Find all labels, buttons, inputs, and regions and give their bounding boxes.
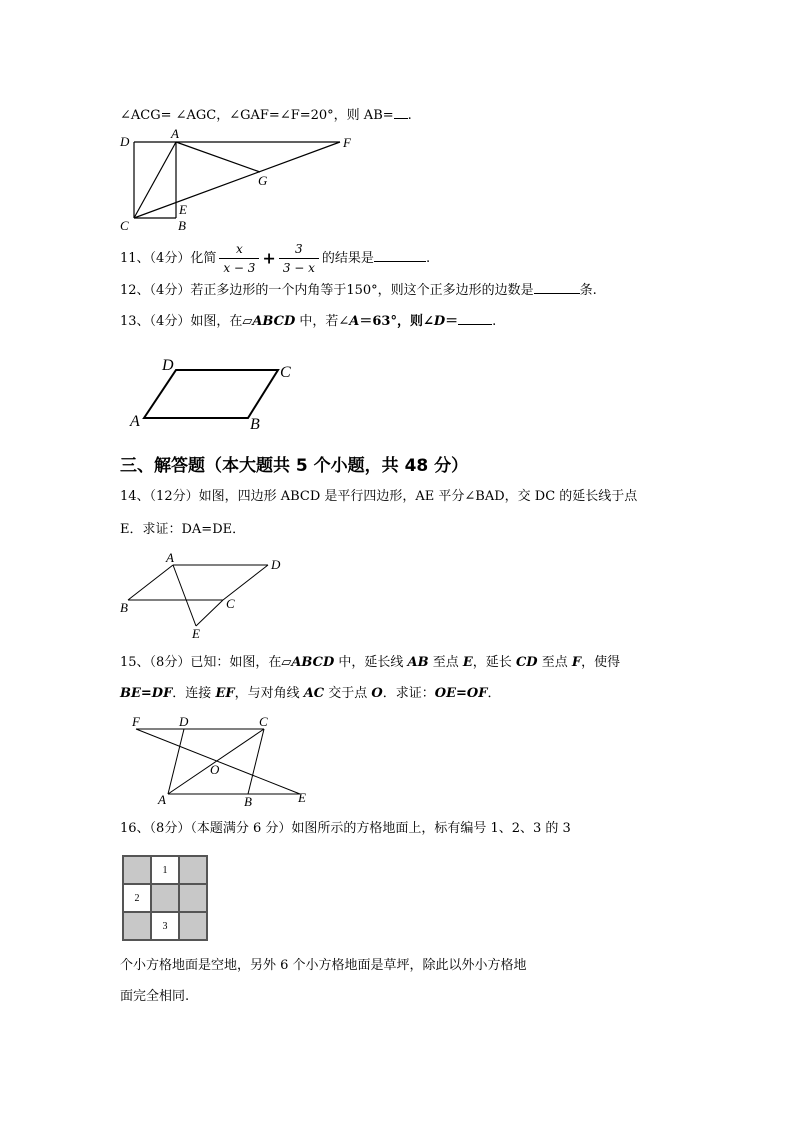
- grid-cell: [179, 912, 207, 940]
- q10-figure: [118, 128, 368, 238]
- q10-line-cf: [134, 142, 340, 218]
- q14-figure: [118, 550, 288, 642]
- q10-answer-blank[interactable]: [394, 106, 408, 119]
- q15-label-e: E: [298, 790, 306, 805]
- q15-figure: [128, 712, 318, 810]
- q10-line-ag: [176, 142, 260, 172]
- q10-label-e: E: [179, 202, 187, 217]
- q10-text: ∠ACG= ∠AGC，∠GAF=∠F=20°，则 AB= .: [120, 108, 412, 123]
- q16-grid: [122, 855, 208, 941]
- q15-label-d: D: [179, 714, 189, 729]
- q12-text: 12、（4分）若正多边形的一个内角等于150°，则这个正多边形的边数是 条.: [120, 283, 597, 298]
- q10-line-ca: [134, 142, 176, 218]
- grid-cell: [179, 884, 207, 912]
- q13-answer-blank[interactable]: [458, 312, 492, 325]
- q15-label-c: C: [259, 714, 268, 729]
- q14-line-dc: [223, 565, 268, 600]
- q14-line-ae: [173, 565, 196, 626]
- q12-answer-blank[interactable]: [534, 281, 580, 294]
- q14-line2: E．求证：DA=DE．: [120, 522, 246, 537]
- q16-line2: 个小方格地面是空地，另外 6 个小方格地面是草坪，除此以外小方格地: [120, 958, 527, 973]
- grid-cell: 2: [123, 884, 151, 912]
- q16-line1: 16、（8分）（本题满分 6 分）如图所示的方格地面上，标有编号 1、2、3 的 3: [120, 821, 571, 836]
- q13-parallelogram: [144, 370, 278, 418]
- grid-cell: 1: [151, 856, 179, 884]
- q11-fraction-1: $\frac{x}{x - 3}$: [219, 240, 259, 277]
- q13-label-b: B: [250, 416, 260, 433]
- q15-label-f: F: [132, 714, 140, 729]
- q13-label-a: A: [130, 413, 140, 430]
- grid-cell: [179, 856, 207, 884]
- q10-label-b: B: [178, 218, 186, 233]
- q15-label-b: B: [244, 794, 252, 809]
- q13-text: 13、（4分）如图，在▱ABCD 中，若∠A＝63°，则∠D＝ .: [120, 314, 497, 329]
- q11-answer-blank[interactable]: [374, 249, 426, 262]
- q14-line-ab: [128, 565, 173, 600]
- grid-cell: [123, 856, 151, 884]
- q14-label-d: D: [271, 557, 281, 572]
- q13-label-c: C: [280, 364, 291, 381]
- q13-label-d: D: [162, 357, 174, 374]
- q15-line2: BE=DF．连接 EF，与对角线 AC 交于点 O．求证：OE=OF．: [120, 686, 501, 701]
- q15-label-a: A: [158, 792, 166, 807]
- grid-cell: 3: [151, 912, 179, 940]
- grid-cell: [123, 912, 151, 940]
- q10-label-g: G: [258, 173, 268, 188]
- q10-statement: ∠ACG= ∠AGC，∠GAF=∠F=20°，则 AB=: [120, 108, 394, 123]
- q13-figure: [128, 356, 308, 436]
- q14-label-c: C: [226, 596, 235, 611]
- q14-label-b: B: [120, 600, 128, 615]
- grid-cell: [151, 884, 179, 912]
- q15-label-o: O: [210, 762, 220, 777]
- q10-label-a: A: [171, 126, 179, 141]
- q14-label-e: E: [192, 626, 200, 641]
- q10-label-f: F: [343, 135, 351, 150]
- q11-text: 11、（4分）化简 $\frac{x}{x - 3}$ + $\frac{3}{3 - x}$ 的结果是 .: [120, 242, 431, 275]
- q14-line1: 14、（12分）如图，四边形 ABCD 是平行四边形，AE 平分∠BAD，交 DC 的延长线于点: [120, 489, 638, 504]
- q15-line1: 15、（8分）已知：如图，在▱ABCD 中，延长线 AB 至点 E，延长 CD 至点 F，使得: [120, 655, 621, 670]
- q11-fraction-2: $\frac{3}{3 - x}$: [279, 240, 319, 277]
- q10-label-d: D: [120, 134, 130, 149]
- q16-line3: 面完全相同.: [120, 989, 190, 1004]
- q10-label-c: C: [120, 218, 129, 233]
- q14-line-ce: [196, 600, 223, 626]
- q14-label-a: A: [166, 550, 174, 565]
- section-3-title: 三、解答题（本大题共 5 个小题，共 48 分）: [120, 456, 469, 476]
